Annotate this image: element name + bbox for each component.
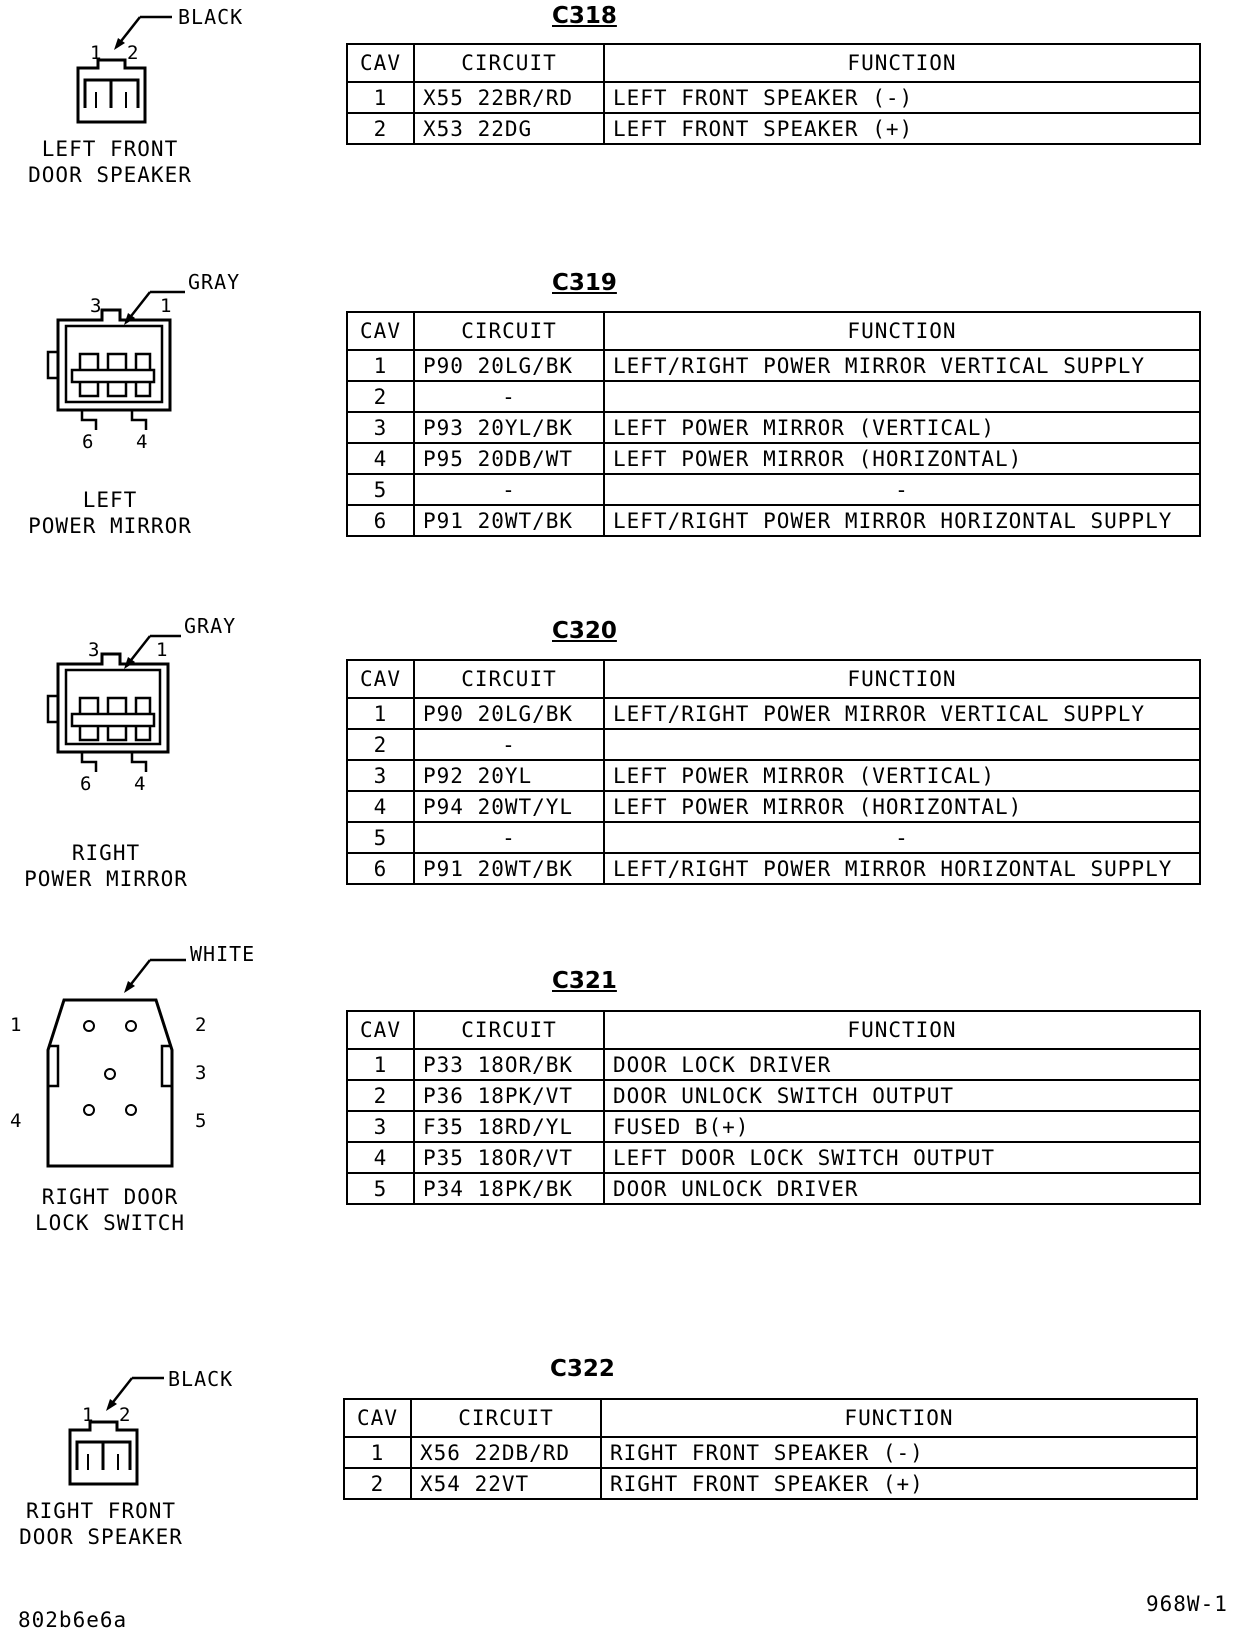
table-row <box>344 1437 1197 1468</box>
circuit-cell: X56 22DB/RD <box>411 1437 601 1468</box>
circuit-cell: P33 18OR/BK <box>414 1049 604 1080</box>
circuit-cell: P90 20LG/BK <box>414 350 604 381</box>
cav-cell: 3 <box>347 412 414 443</box>
table-row <box>347 350 1200 381</box>
function-cell: - <box>604 822 1200 853</box>
function-cell: LEFT/RIGHT POWER MIRROR VERTICAL SUPPLY <box>604 350 1200 381</box>
cav-cell: 2 <box>347 729 414 760</box>
connector-name: LEFT FRONT DOOR SPEAKER <box>28 137 192 187</box>
table-header-row <box>347 1011 1200 1049</box>
circuit-cell: X55 22BR/RD <box>414 82 604 113</box>
connector-name: RIGHT FRONT DOOR SPEAKER <box>19 1499 183 1549</box>
circuit-cell: P94 20WT/YL <box>414 791 604 822</box>
pinout-table-c321 <box>346 1010 1201 1205</box>
pinout-table-c319 <box>346 311 1201 537</box>
function-cell: LEFT POWER MIRROR (VERTICAL) <box>604 760 1200 791</box>
cav-cell: 1 <box>347 82 414 113</box>
function-cell: RIGHT FRONT SPEAKER (+) <box>601 1468 1197 1499</box>
pin-number: 2 <box>127 42 139 64</box>
pin-number: 3 <box>195 1062 207 1084</box>
table-row <box>347 1142 1200 1173</box>
table-header-row <box>347 44 1200 82</box>
connector-c318-drawing <box>0 0 300 200</box>
column-header-circuit: CIRCUIT <box>414 660 604 698</box>
connector-id: C321 <box>552 968 617 994</box>
table-row <box>347 82 1200 113</box>
function-cell: LEFT/RIGHT POWER MIRROR VERTICAL SUPPLY <box>604 698 1200 729</box>
function-cell: RIGHT FRONT SPEAKER (-) <box>601 1437 1197 1468</box>
table-row <box>347 381 1200 412</box>
pin-number: 6 <box>82 431 94 453</box>
pinout-table-c318 <box>346 43 1201 145</box>
cav-cell: 3 <box>347 1111 414 1142</box>
cav-cell: 2 <box>347 381 414 412</box>
function-cell: LEFT/RIGHT POWER MIRROR HORIZONTAL SUPPLY <box>604 853 1200 884</box>
table-row <box>347 113 1200 144</box>
pin-number: 3 <box>88 639 100 661</box>
cav-cell: 6 <box>347 505 414 536</box>
pin-number: 4 <box>134 773 146 795</box>
cav-cell: 1 <box>347 698 414 729</box>
circuit-cell: P36 18PK/VT <box>414 1080 604 1111</box>
function-cell: DOOR UNLOCK DRIVER <box>604 1173 1200 1204</box>
column-header-cav: CAV <box>347 44 414 82</box>
circuit-cell: X53 22DG <box>414 113 604 144</box>
table-row <box>347 791 1200 822</box>
table-header-row <box>347 660 1200 698</box>
cav-cell: 3 <box>347 760 414 791</box>
connector-name: LEFT POWER MIRROR <box>28 488 192 538</box>
table-row <box>347 412 1200 443</box>
cav-cell: 4 <box>347 1142 414 1173</box>
table-row <box>347 443 1200 474</box>
connector-id: C320 <box>552 618 617 644</box>
function-cell <box>604 729 1200 760</box>
pin-number: 5 <box>195 1110 207 1132</box>
column-header-cav: CAV <box>347 660 414 698</box>
connector-c321-drawing <box>0 944 300 1244</box>
cav-cell: 2 <box>347 1080 414 1111</box>
pin-number: 1 <box>90 42 102 64</box>
circuit-cell: - <box>414 729 604 760</box>
table-row <box>347 698 1200 729</box>
connector-name: RIGHT POWER MIRROR <box>24 841 188 891</box>
column-header-function: FUNCTION <box>604 312 1200 350</box>
connector-c322-drawing <box>0 1360 300 1560</box>
cav-cell: 2 <box>344 1468 411 1499</box>
pinout-table-c322 <box>343 1398 1198 1500</box>
function-cell: LEFT/RIGHT POWER MIRROR HORIZONTAL SUPPLY <box>604 505 1200 536</box>
pin-number: 4 <box>10 1110 22 1132</box>
figure-id: 968W-1 <box>1146 1592 1228 1616</box>
connector-color-label: GRAY <box>188 270 241 294</box>
column-header-function: FUNCTION <box>601 1399 1197 1437</box>
function-cell: LEFT FRONT SPEAKER (+) <box>604 113 1200 144</box>
function-cell <box>604 381 1200 412</box>
circuit-cell: P34 18PK/BK <box>414 1173 604 1204</box>
cav-cell: 5 <box>347 822 414 853</box>
circuit-cell: - <box>414 474 604 505</box>
cav-cell: 5 <box>347 474 414 505</box>
function-cell: FUSED B(+) <box>604 1111 1200 1142</box>
column-header-circuit: CIRCUIT <box>414 44 604 82</box>
circuit-cell: P95 20DB/WT <box>414 443 604 474</box>
column-header-function: FUNCTION <box>604 660 1200 698</box>
table-row <box>344 1468 1197 1499</box>
column-header-cav: CAV <box>344 1399 411 1437</box>
table-row <box>347 1111 1200 1142</box>
function-cell: - <box>604 474 1200 505</box>
function-cell: LEFT POWER MIRROR (HORIZONTAL) <box>604 791 1200 822</box>
cav-cell: 4 <box>347 443 414 474</box>
cav-cell: 2 <box>347 113 414 144</box>
column-header-function: FUNCTION <box>604 1011 1200 1049</box>
cav-cell: 1 <box>347 1049 414 1080</box>
function-cell: LEFT POWER MIRROR (HORIZONTAL) <box>604 443 1200 474</box>
table-header-row <box>347 312 1200 350</box>
function-cell: LEFT POWER MIRROR (VERTICAL) <box>604 412 1200 443</box>
image-code: 802b6e6a <box>18 1608 128 1632</box>
cav-cell: 4 <box>347 791 414 822</box>
function-cell: LEFT DOOR LOCK SWITCH OUTPUT <box>604 1142 1200 1173</box>
circuit-cell: - <box>414 381 604 412</box>
table-row <box>347 1173 1200 1204</box>
connector-id: C318 <box>552 3 617 29</box>
cav-cell: 6 <box>347 853 414 884</box>
pin-number: 4 <box>136 431 148 453</box>
pin-number: 1 <box>160 295 172 317</box>
connector-name: RIGHT DOOR LOCK SWITCH <box>34 1185 186 1235</box>
circuit-cell: P91 20WT/BK <box>414 853 604 884</box>
pin-number: 3 <box>90 295 102 317</box>
cav-cell: 5 <box>347 1173 414 1204</box>
pin-number: 6 <box>80 773 92 795</box>
circuit-cell: X54 22VT <box>411 1468 601 1499</box>
circuit-cell: - <box>414 822 604 853</box>
table-header-row <box>344 1399 1197 1437</box>
column-header-function: FUNCTION <box>604 44 1200 82</box>
circuit-cell: P93 20YL/BK <box>414 412 604 443</box>
pin-number: 2 <box>119 1404 131 1426</box>
table-row <box>347 822 1200 853</box>
connector-color-label: BLACK <box>168 1367 234 1391</box>
pin-number: 1 <box>10 1014 22 1036</box>
pin-number: 1 <box>156 639 168 661</box>
column-header-circuit: CIRCUIT <box>411 1399 601 1437</box>
table-row <box>347 853 1200 884</box>
pin-number: 2 <box>195 1014 207 1036</box>
pinout-table-c320 <box>346 659 1201 885</box>
table-row <box>347 760 1200 791</box>
table-row <box>347 729 1200 760</box>
connector-c320-drawing <box>0 614 300 891</box>
cav-cell: 1 <box>347 350 414 381</box>
function-cell: LEFT FRONT SPEAKER (-) <box>604 82 1200 113</box>
circuit-cell: P90 20LG/BK <box>414 698 604 729</box>
table-row <box>347 1049 1200 1080</box>
column-header-circuit: CIRCUIT <box>414 1011 604 1049</box>
circuit-cell: P92 20YL <box>414 760 604 791</box>
connector-id: C319 <box>552 270 617 296</box>
connector-color-label: BLACK <box>178 5 244 29</box>
function-cell: DOOR UNLOCK SWITCH OUTPUT <box>604 1080 1200 1111</box>
connector-c319-drawing <box>0 270 300 540</box>
column-header-cav: CAV <box>347 312 414 350</box>
table-row <box>347 474 1200 505</box>
table-row <box>347 505 1200 536</box>
table-row <box>347 1080 1200 1111</box>
column-header-cav: CAV <box>347 1011 414 1049</box>
circuit-cell: P91 20WT/BK <box>414 505 604 536</box>
cav-cell: 1 <box>344 1437 411 1468</box>
column-header-circuit: CIRCUIT <box>414 312 604 350</box>
pin-number: 1 <box>82 1404 94 1426</box>
circuit-cell: P35 18OR/VT <box>414 1142 604 1173</box>
connector-color-label: WHITE <box>190 942 256 966</box>
function-cell: DOOR LOCK DRIVER <box>604 1049 1200 1080</box>
connector-color-label: GRAY <box>184 614 237 638</box>
circuit-cell: F35 18RD/YL <box>414 1111 604 1142</box>
connector-id: C322 <box>550 1356 615 1382</box>
